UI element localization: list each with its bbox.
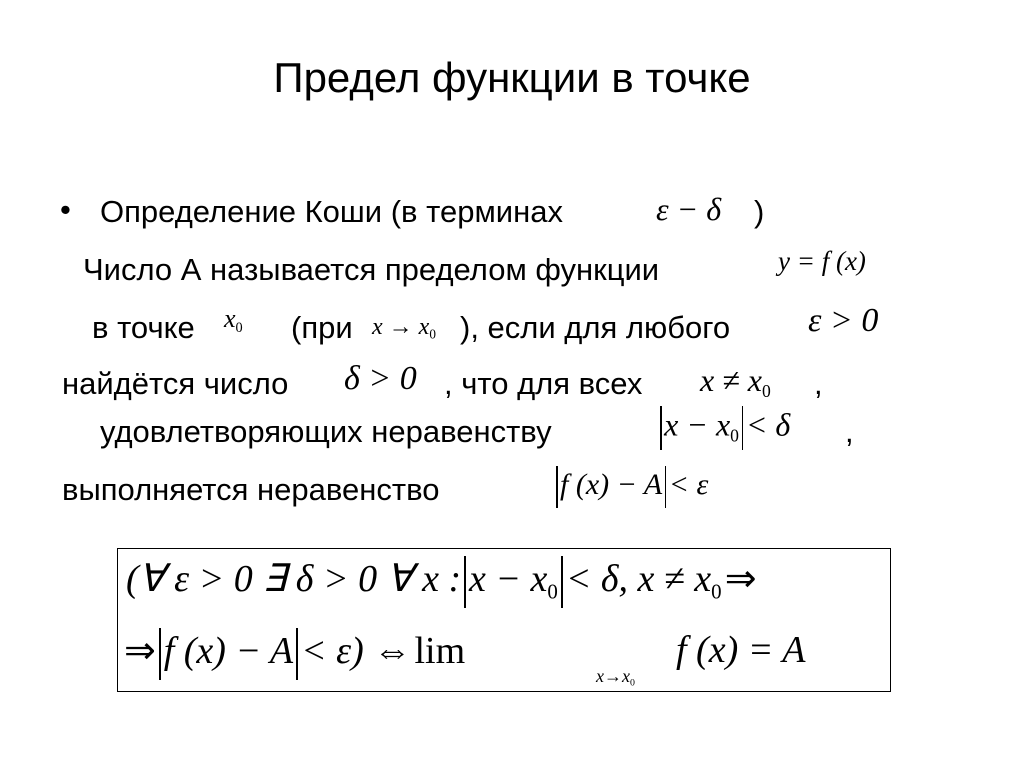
text-when: (при: [291, 310, 353, 345]
comma: ,: [845, 414, 854, 449]
text-for-all: , что для всех: [444, 366, 643, 401]
formula-function: y = f (x): [778, 246, 866, 276]
formula-x0: $x_0$: [224, 304, 243, 336]
boxed-line-1: (∀ ε > 0 ∃ δ > 0 ∀ x : $x - x_0$ < δ, $x \ne x_0$ ⇒: [126, 556, 757, 608]
formula-eps-gt-0: ε > 0: [808, 302, 879, 339]
bullet: •: [60, 192, 71, 227]
text-there-exists: найдётся число: [62, 366, 289, 401]
text-holds-inequality: выполняется неравенство: [62, 472, 440, 507]
formula-x-to-x0: $x \to x_0$: [372, 314, 436, 342]
formula-eps-delta: ε − δ: [656, 191, 722, 227]
boxed-line-2-result: f (x) = A: [676, 629, 806, 671]
definition-heading: Определение Коши (в терминах: [100, 194, 563, 229]
boxed-line-2: ⇒ f (x) − A < ε) ⇔ lim: [124, 628, 465, 680]
text-satisfying: удовлетворяющих неравенству: [100, 414, 552, 449]
closing-paren: ): [754, 194, 765, 229]
text-if-for-any: ), если для любого: [460, 310, 731, 345]
formula-x-ne-x0: $x \ne x_0$: [700, 362, 771, 402]
lim-subscript: $x\to x_0$: [596, 666, 635, 689]
comma: ,: [814, 366, 823, 401]
page-title: Предел функции в точке: [273, 54, 751, 101]
formula-abs-x-x0-lt-delta: $x - x_0$ < δ: [660, 406, 790, 450]
definition-line-2: Число А называется пределом функции: [83, 252, 660, 287]
formula-abs-f-A-lt-eps: f (x) − A < ε: [556, 466, 708, 508]
formula-delta-gt-0: δ > 0: [344, 360, 417, 397]
text-in-point: в точке: [92, 310, 195, 345]
